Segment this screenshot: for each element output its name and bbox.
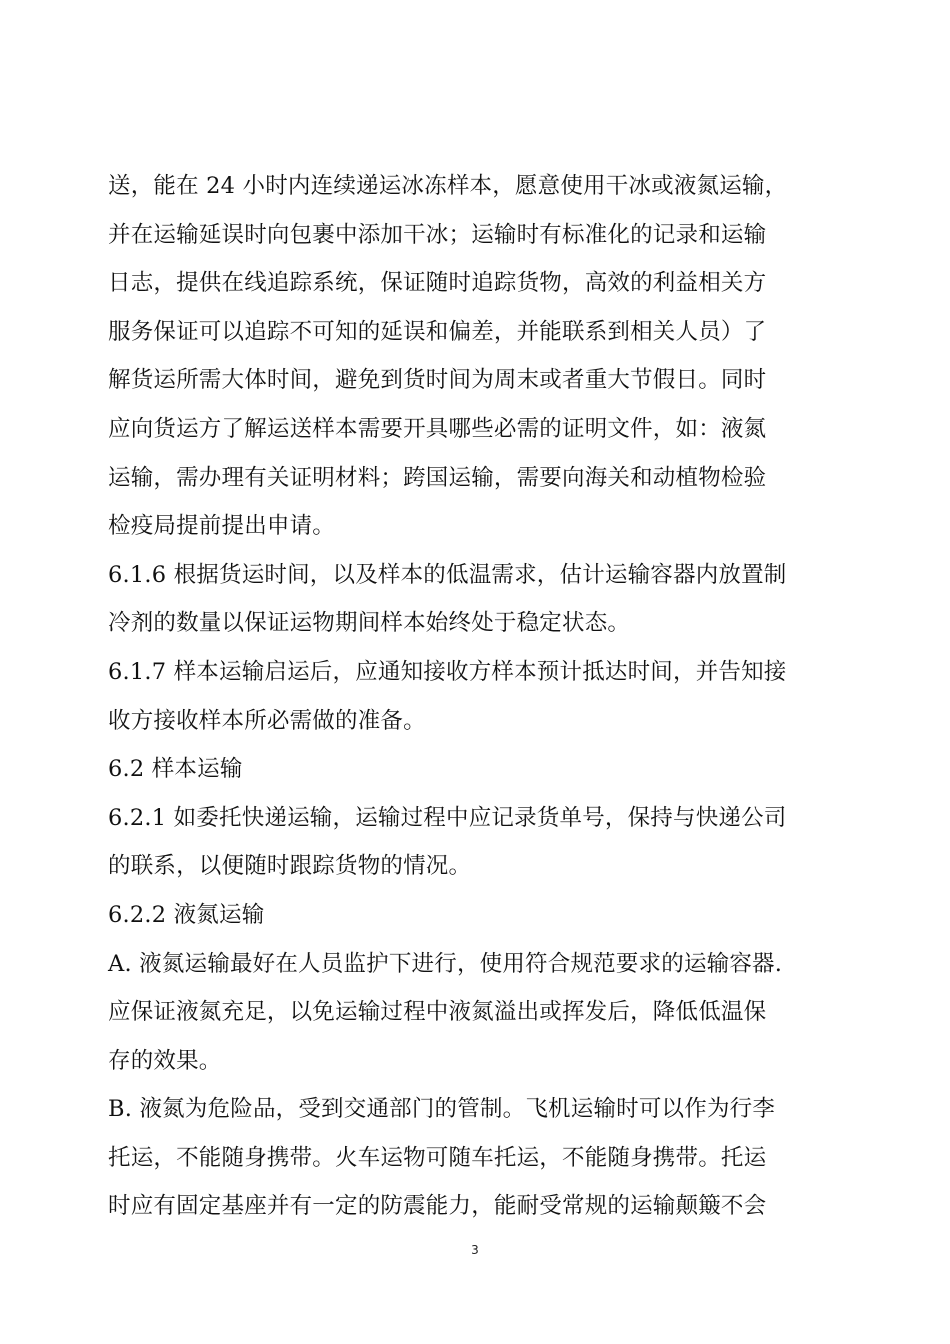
- text-line: 检疫局提前提出申请。: [108, 513, 336, 540]
- text-line: 运输，需办理有关证明材料；跨国运输，需要向海关和动植物检验: [108, 464, 767, 491]
- heading-text: 6.2 样本运输: [108, 756, 243, 783]
- text-line: 时应有固定基座并有一定的防震能力，能耐受常规的运输颠簸不会: [108, 1193, 767, 1220]
- paragraph-6-1-7: [108, 648, 843, 745]
- text-line: 6.2.1 如委托快递运输，运输过程中应记录货单号，保持与快递公司: [108, 804, 787, 831]
- text-line: 解货运所需大体时间，避免到货时间为周末或者重大节假日。同时: [108, 367, 767, 394]
- text-line: B. 液氮为危险品，受到交通部门的管制。飞机运输时可以作为行李: [108, 1096, 776, 1123]
- text-line: 服务保证可以追踪不可知的延误和偏差，并能联系到相关人员）了: [108, 318, 767, 345]
- document-body: [108, 162, 843, 1231]
- paragraph-6-1-6: [108, 551, 843, 648]
- text-line: 并在运输延误时向包裹中添加干冰；运输时有标准化的记录和运输: [108, 221, 767, 248]
- text-line: 6.1.7 样本运输启运后，应通知接收方样本预计抵达时间，并告知接: [108, 658, 787, 685]
- section-heading-6-2-2: [108, 891, 843, 940]
- paragraph-6-2-1: [108, 794, 843, 891]
- page-number: 3: [471, 1243, 479, 1257]
- text-line: 日志，提供在线追踪系统，保证随时追踪货物，高效的利益相关方: [108, 270, 767, 297]
- text-line: A. 液氮运输最好在人员监护下进行，使用符合规范要求的运输容器.: [108, 950, 783, 977]
- heading-text: 6.2.2 液氮运输: [108, 901, 265, 928]
- text-line: 收方接收样本所必需做的准备。: [108, 707, 426, 734]
- section-heading-6-2: [108, 745, 843, 794]
- paragraph-a: [108, 940, 843, 1086]
- text-line: 送，能在 24 小时内连续递运冰冻样本，愿意使用干冰或液氮运输，: [108, 173, 788, 199]
- text-line: 应向货运方了解运送样本需要开具哪些必需的证明文件，如：液氮: [108, 415, 767, 442]
- text-line: 存的效果。: [108, 1047, 222, 1074]
- text-line: 的联系，以便随时跟踪货物的情况。: [108, 853, 472, 880]
- text-line: 6.1.6 根据货运时间，以及样本的低温需求，估计运输容器内放置制: [108, 561, 787, 588]
- text-line: 应保证液氮充足，以免运输过程中液氮溢出或挥发后，降低低温保: [108, 999, 767, 1026]
- text-line: 托运，不能随身携带。火车运物可随车托运，不能随身携带。托运: [108, 1144, 767, 1171]
- paragraph-continued: [108, 162, 843, 551]
- paragraph-b: [108, 1085, 843, 1231]
- text-line: 冷剂的数量以保证运物期间样本始终处于稳定状态。: [108, 610, 631, 637]
